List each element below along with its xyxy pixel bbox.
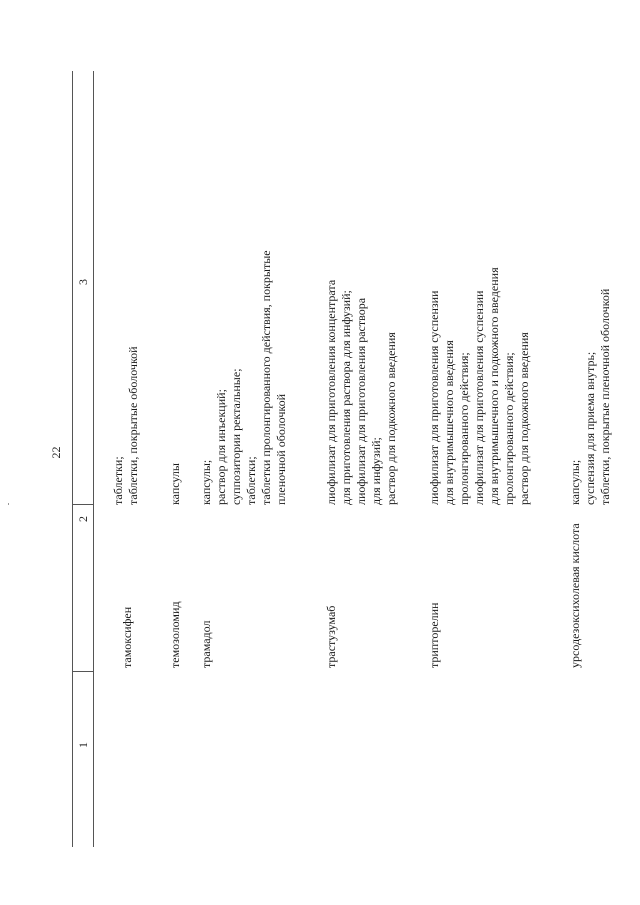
table-row-forms	[111, 346, 141, 505]
form-line: раствор для подкожного введения	[517, 332, 531, 505]
table-row-forms	[199, 250, 289, 505]
form-line: суспензия для приема внутрь;	[583, 351, 597, 505]
form-line: для инфузий;	[369, 437, 383, 505]
header-bottom-line	[93, 71, 94, 847]
table-top-line	[72, 71, 73, 847]
table-row-forms	[324, 280, 399, 505]
form-line: таблетки пролонгированного действия, покрытые	[259, 250, 273, 505]
form-line: таблетки, покрытые пленочной оболочкой	[598, 288, 612, 505]
table-row-forms	[168, 463, 183, 505]
table-row-name: трипторелин	[427, 602, 441, 668]
header-divider-1	[72, 671, 93, 672]
form-line: лиофилизат для приготовления суспензии	[427, 290, 441, 505]
form-line: таблетки, покрытые оболочкой	[126, 346, 140, 505]
form-line: капсулы;	[199, 459, 213, 505]
scan-speck	[8, 503, 9, 505]
form-line: раствор для подкожного введения	[384, 332, 398, 505]
form-line: для приготовления раствора для инфузий;	[339, 290, 353, 505]
table-row-name: тамоксифен	[120, 606, 134, 668]
form-line: суппозитории ректальные;	[229, 368, 243, 505]
table-row-name: урсодезоксихолевая кислота	[568, 523, 582, 668]
form-line: капсулы	[168, 463, 182, 505]
form-line: пролонгированного действия;	[457, 352, 471, 505]
header-divider-2	[72, 504, 93, 505]
form-line: пленочной оболочкой	[274, 393, 288, 505]
form-line: лиофилизат для приготовления концентрата	[324, 279, 338, 505]
form-line: лиофилизат для приготовления суспензии	[472, 290, 486, 505]
form-line: таблетки;	[244, 456, 258, 505]
table-row-name: трамадол	[199, 620, 213, 668]
column-number-3: 3	[76, 279, 90, 285]
column-number-1: 1	[76, 742, 90, 748]
table-row-forms	[427, 267, 532, 505]
form-line: пролонгированного действия;	[502, 352, 516, 505]
table-row-name: темозоломид	[168, 601, 182, 668]
form-line: раствор для инъекций;	[214, 389, 228, 505]
form-line: капсулы;	[568, 459, 582, 505]
form-line: для внутримышечного введения	[442, 340, 456, 505]
column-number-2: 2	[76, 516, 90, 522]
form-line: для внутримышечного и подкожного введения	[487, 267, 501, 505]
table-row-name: трастузумаб	[324, 605, 338, 668]
page-number: 22	[49, 446, 63, 459]
table-row-forms	[568, 289, 613, 505]
form-line: таблетки;	[111, 456, 125, 505]
form-line: лиофилизат для приготовления раствора	[354, 297, 368, 505]
